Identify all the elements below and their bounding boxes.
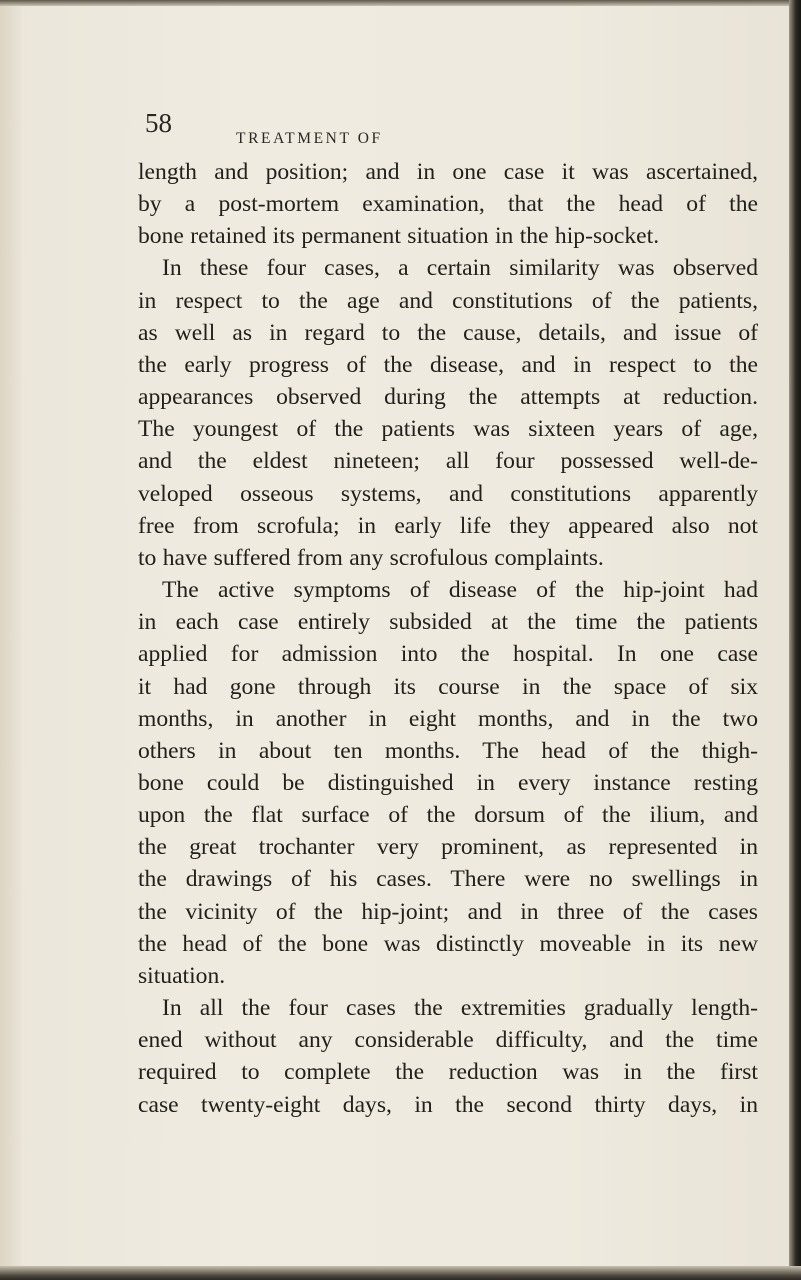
text-line: in each case entirely subsided at the time the patients bbox=[138, 609, 758, 636]
text-line: months, in another in eight months, and in the two bbox=[138, 705, 758, 732]
text-line: free from scrofula; in early life they appeared also not bbox=[138, 512, 758, 539]
text-line: as well as in regard to the cause, details, and issue of bbox=[138, 319, 758, 346]
text-line: In these four cases, a certain similarity was observed bbox=[162, 255, 758, 282]
page-number: 58 bbox=[145, 108, 172, 138]
text-line: appearances observed during the attempts at reduction. bbox=[138, 384, 758, 411]
text-line: it had gone through its course in the space of six bbox=[138, 673, 758, 700]
text-line: ened without any considerable difficulty, and the time bbox=[138, 1027, 758, 1054]
text-line: to have suffered from any scrofulous complaints. bbox=[138, 544, 604, 571]
page-right-edge bbox=[789, 0, 801, 1280]
text-line: required to complete the reduction was in the first bbox=[138, 1059, 758, 1086]
text-line: by a post-mortem examination, that the head of the bbox=[138, 191, 758, 218]
text-line: case twenty-eight days, in the second thirty days, in bbox=[138, 1091, 758, 1118]
text-line: and the eldest nineteen; all four possessed well-de- bbox=[138, 448, 758, 475]
page-bottom-edge bbox=[0, 1266, 801, 1280]
text-line: others in about ten months. The head of the thigh- bbox=[138, 737, 758, 764]
text-line: bone retained its permanent situation in the hip-socket. bbox=[138, 223, 660, 250]
text-line: bone could be distinguished in every instance resting bbox=[138, 769, 758, 796]
text-line: the drawings of his cases. There were no swellings in bbox=[138, 866, 758, 893]
text-line: In all the four cases the extremities gradually length- bbox=[162, 995, 758, 1022]
text-line: length and position; and in one case it was ascertained, bbox=[138, 159, 758, 185]
text-line: applied for admission into the hospital. In one case bbox=[138, 641, 758, 668]
text-line: the head of the bone was distinctly moveable in its new bbox=[138, 930, 758, 957]
body-text bbox=[138, 156, 758, 1121]
text-line: upon the flat surface of the dorsum of the ilium, and bbox=[138, 802, 758, 829]
text-line: the vicinity of the hip-joint; and in three of the cases bbox=[138, 898, 758, 925]
text-line: The active symptoms of disease of the hip-joint had bbox=[162, 577, 758, 604]
text-line: veloped osseous systems, and constitutions apparently bbox=[138, 480, 758, 507]
page-gutter bbox=[0, 0, 22, 1280]
text-line: the great trochanter very prominent, as represented in bbox=[138, 834, 758, 861]
running-head: TREATMENT OF bbox=[236, 130, 383, 147]
text-line: in respect to the age and constitutions of the patients, bbox=[138, 287, 758, 314]
text-line: The youngest of the patients was sixteen years of age, bbox=[138, 416, 758, 443]
page-top-edge bbox=[0, 0, 801, 6]
text-line: the early progress of the disease, and in respect to the bbox=[138, 351, 758, 378]
text-line: situation. bbox=[138, 962, 226, 989]
